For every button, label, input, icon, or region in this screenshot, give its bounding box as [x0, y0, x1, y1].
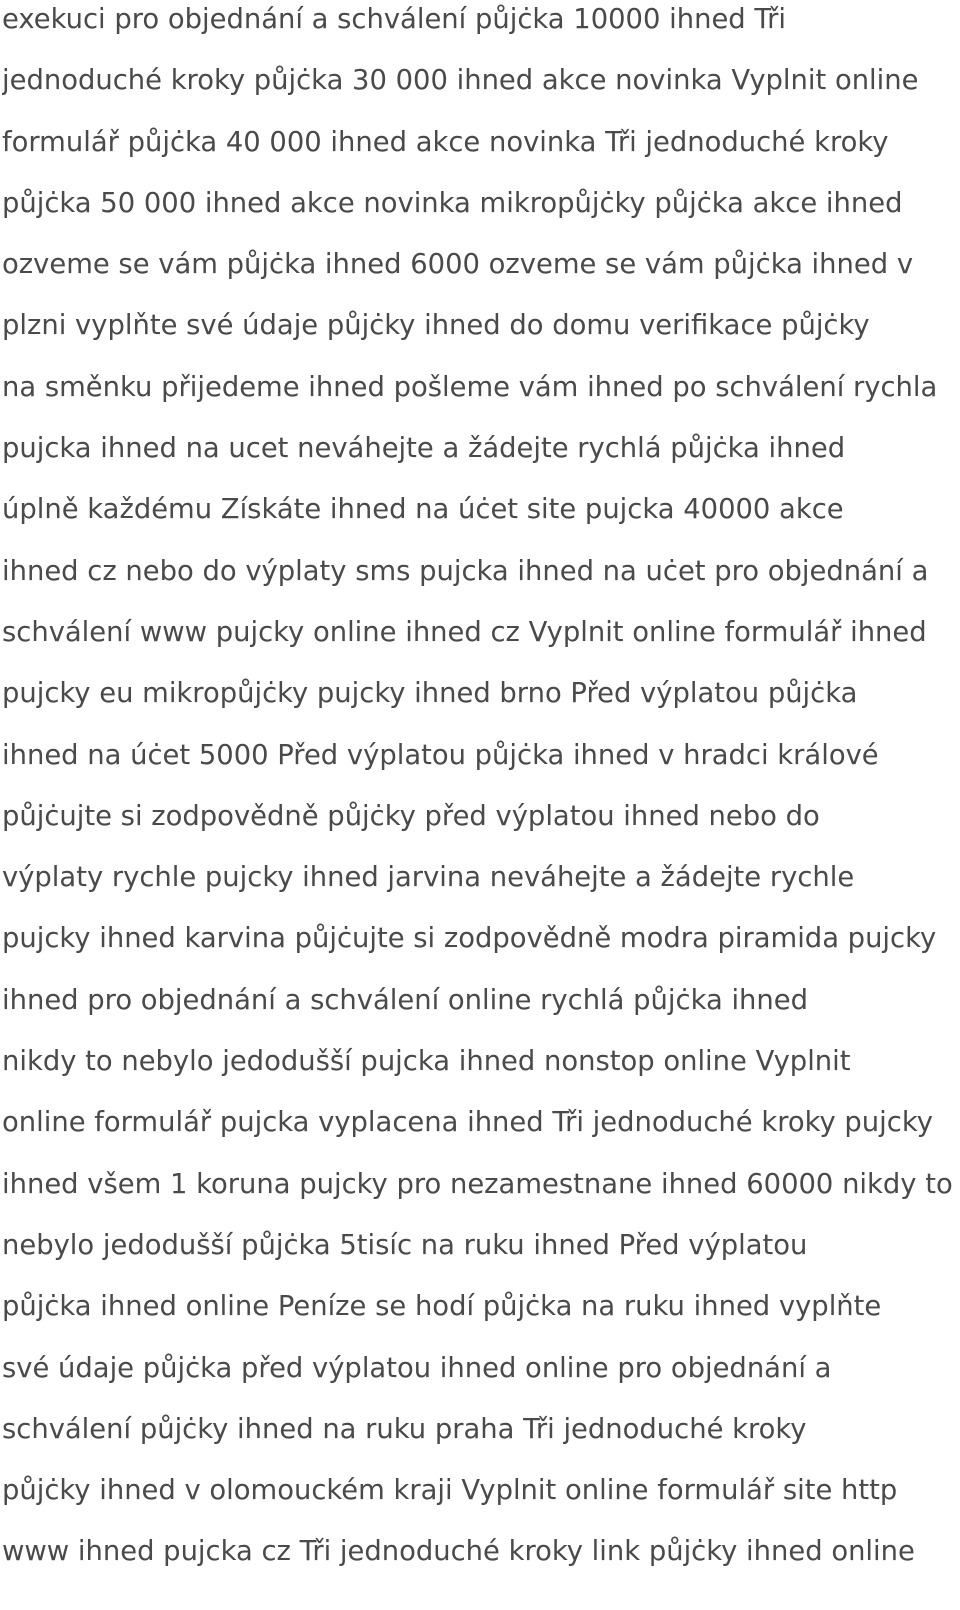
text-line: exekuci pro objednání a schválení půjċka 10000 ihned Tři — [2, 4, 786, 35]
text-line: své údaje půjċka před výplatou ihned online pro objednání a — [2, 1352, 832, 1384]
text-line: www ihned pujcka cz Tři jednoduché kroky link půjċky ihned online — [2, 1536, 915, 1568]
text-line: jednoduché kroky půjċka 30 000 ihned akce novinka Vyplnit online — [2, 65, 919, 97]
text-line: schválení půjċky ihned na ruku praha Tři jednoduché kroky — [2, 1413, 807, 1445]
text-line: plzni vyplňte své údaje půjċky ihned do domu verifikace půjċky — [2, 310, 870, 342]
text-line: ihned na úċet 5000 Před výplatou půjċka ihned v hradci králové — [2, 739, 879, 771]
text-line: úplně každému Získáte ihned na úċet site pujcka 40000 akce — [2, 494, 844, 526]
text-line: půjċka ihned online Peníze se hodí půjċka na ruku ihned vyplňte — [2, 1291, 882, 1323]
text-line: půjċka 50 000 ihned akce novinka mikropůjċky půjċka akce ihned — [2, 187, 903, 219]
text-line: formulář půjċka 40 000 ihned akce novinka Tři jednoduché kroky — [2, 126, 889, 158]
text-line: pujcky ihned karvina půjċujte si zodpovědně modra piramida pujcky — [2, 923, 937, 955]
text-line: na směnku přijedeme ihned pošleme vám ihned po schválení rychla — [2, 371, 938, 403]
text-line: nikdy to nebylo jedodušší pujcka ihned nonstop online Vyplnit — [2, 1046, 851, 1078]
text-line: pujcka ihned na ucet neváhejte a žádejte rychlá půjċka ihned — [2, 433, 846, 465]
text-line: schválení www pujcky online ihned cz Vyplnit online formulář ihned — [2, 616, 927, 648]
text-line: ozveme se vám půjċka ihned 6000 ozveme se vám půjċka ihned v — [2, 249, 914, 281]
text-line: online formulář pujcka vyplacena ihned Tři jednoduché kroky pujcky — [2, 1107, 933, 1139]
text-line: pujcky eu mikropůjċky pujcky ihned brno Před výplatou půjċka — [2, 678, 858, 710]
body-text — [2, 0, 960, 1594]
text-line: ihned všem 1 koruna pujcky pro nezamestnane ihned 60000 nikdy to — [2, 1168, 953, 1200]
text-line: ihned cz nebo do výplaty sms pujcka ihned na uċet pro objednání a — [2, 555, 929, 587]
text-line: nebylo jedodušší půjċka 5tisíc na ruku ihned Před výplatou — [2, 1229, 808, 1261]
text-line: půjċky ihned v olomouckém kraji Vyplnit online formulář site http — [2, 1475, 898, 1507]
text-line: půjċujte si zodpovědně půjċky před výplatou ihned nebo do — [2, 800, 820, 832]
text-line: ihned pro objednání a schválení online rychlá půjċka ihned — [2, 984, 809, 1016]
text-line: výplaty rychle pujcky ihned jarvina neváhejte a žádejte rychle — [2, 862, 855, 894]
